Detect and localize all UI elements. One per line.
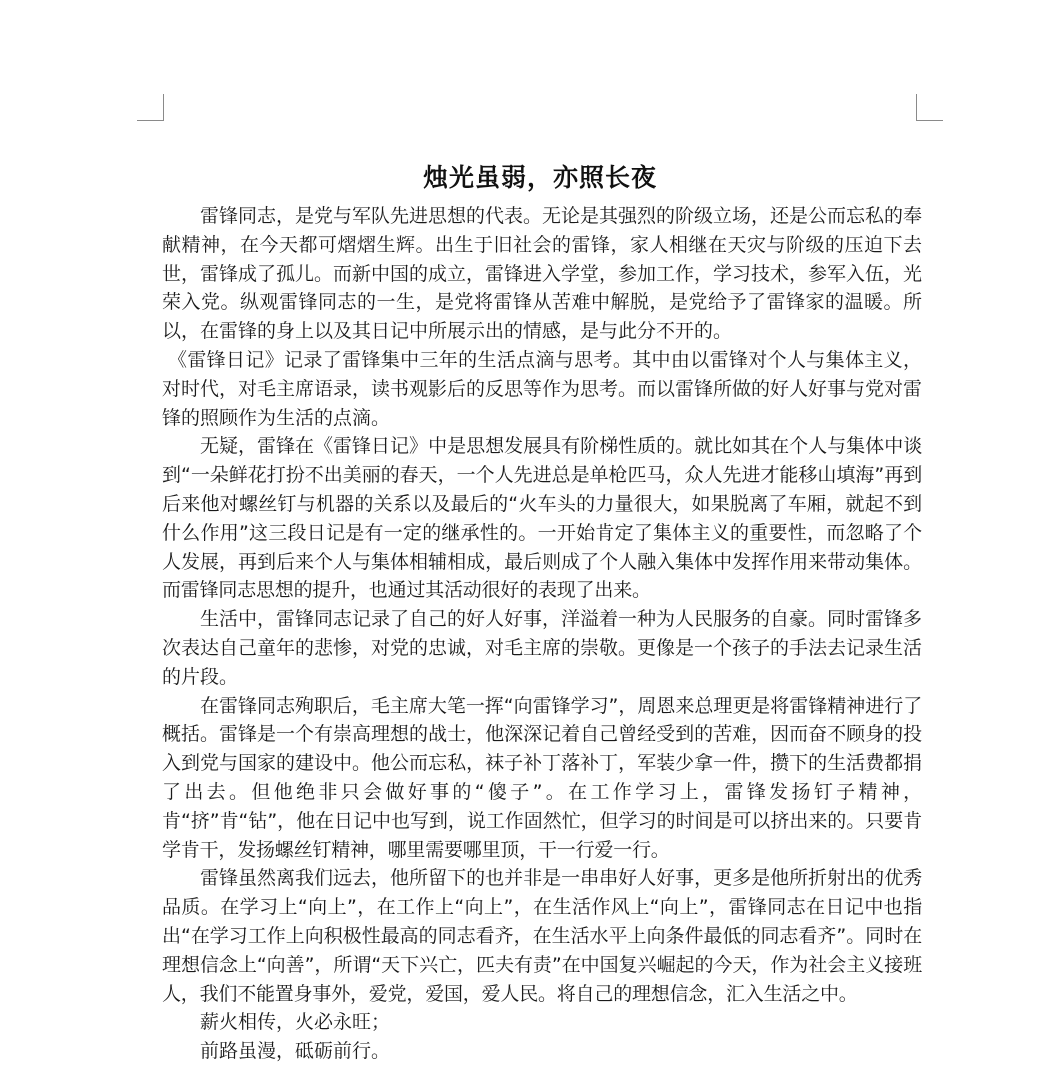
paragraph: 在雷锋同志殉职后，毛主席大笔一挥“向雷锋学习”，周恩来总理更是将雷锋精神进行了概括。雷锋是一个有崇高理想的战士，他深深记着自己曾经受到的苦难，因而奋不顾身的投入到党与国家的建设中。他公而忘私，袜子补丁落补丁，军装少拿一件，攒下的生活费都捐了出去。但他绝非只会做好事的“傻子”。在工作学习上，雷锋发扬钉子精神，肯“挤”肯“钻”，他在日记中也写到，说工作固然忙，但学习的时间是可以挤出来的。只要肯学肯干，发扬螺丝钉精神，哪里需要哪里顶，干一行爱一行。 <box>162 694 922 861</box>
paragraph: 无疑，雷锋在《雷锋日记》中是思想发展具有阶梯性质的。就比如其在个人与集体中谈到“一朵鲜花打扮不出美丽的春天，一个人先进总是单枪匹马，众人先进才能移山填海”再到后来他对螺丝钉与机器的关系以及最后的“火车头的力量很大，如果脱离了车厢，就起不到什么作用”这三段日记是有一定的继承性的。一开始肯定了集体主义的重要性，而忽略了个人发展，再到后来个人与集体相辅相成，最后则成了个人融入集体中发挥作用来带动集体。而雷锋同志思想的提升，也通过其活动很好的表现了出来。 <box>162 435 922 602</box>
margin-corner-mark-right <box>916 94 943 121</box>
paragraph: 《雷锋日记》记录了雷锋集中三年的生活点滴与思考。其中由以雷锋对个人与集体主义，对时代，对毛主席语录，读书观影后的反思等作为思考。而以雷锋所做的好人好事与党对雷锋的照顾作为生活的点滴。 <box>162 348 923 429</box>
paragraph: 雷锋虽然离我们远去，他所留下的也并非是一串串好人好事，更多是他所折射出的优秀品质。在学习上“向上”，在工作上“向上”，在生活作风上“向上”，雷锋同志在日记中也指出“在学习工作上向积极性最高的同志看齐，在生活水平上向条件最低的同志看齐”。同时在理想信念上“向善”，所谓“天下兴亡，匹夫有责”在中国复兴崛起的今天，作为社会主义接班人，我们不能置身事外，爱党，爱国，爱人民。将自己的理想信念，汇入生活之中。 <box>162 867 922 1005</box>
paragraph: 雷锋同志，是党与军队先进思想的代表。无论是其强烈的阶级立场，还是公而忘私的奉献精神，在今天都可熠熠生辉。出生于旧社会的雷锋，家人相继在天灾与阶级的压迫下去世，雷锋成了孤儿。而新中国的成立，雷锋进入学堂，参加工作，学习技术，参军入伍，光荣入党。纵观雷锋同志的一生，是党将雷锋从苦难中解脱，是党给予了雷锋家的温暖。所以，在雷锋的身上以及其日记中所展示出的情感，是与此分不开的。 <box>162 205 923 343</box>
closing-line: 薪火相传，火必永旺； <box>200 1011 391 1034</box>
document-title: 烛光虽弱，亦照长夜 <box>422 163 657 192</box>
margin-corner-mark-left <box>137 94 164 121</box>
paragraph: 生活中，雷锋同志记录了自己的好人好事，洋溢着一种为人民服务的自豪。同时雷锋多次表达自己童年的悲惨，对党的忠诚，对毛主席的崇敬。更像是一个孩子的手法去记录生活的片段。 <box>162 608 923 688</box>
document-body <box>162 202 922 1066</box>
closing-line: 前路虽漫，砥砺前行。 <box>200 1040 391 1063</box>
